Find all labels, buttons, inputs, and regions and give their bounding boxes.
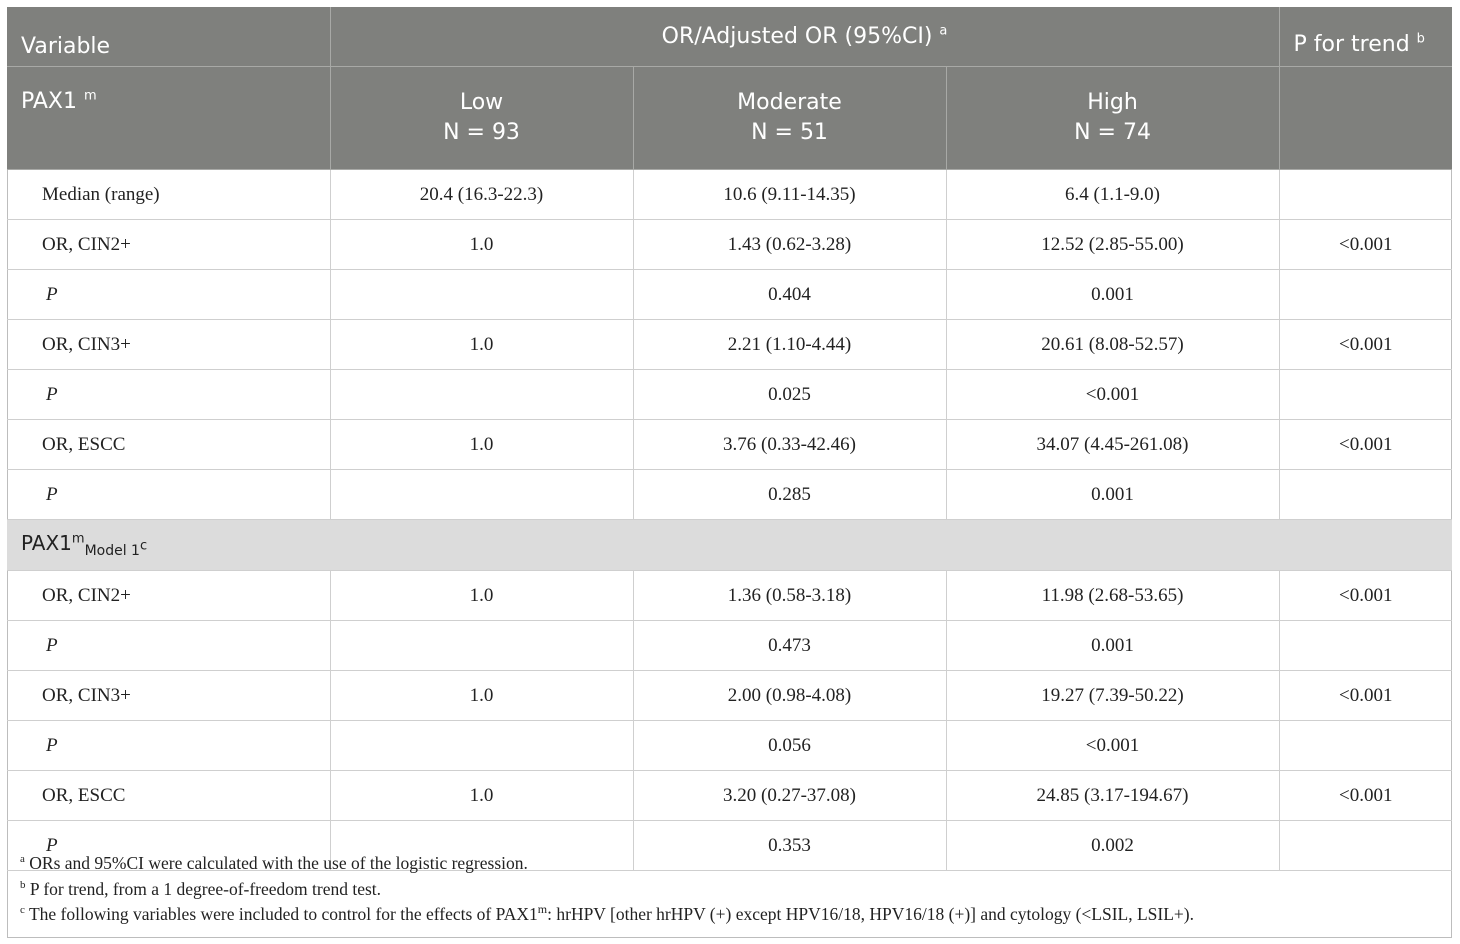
p-trend-cell	[1279, 621, 1452, 671]
moderate-cell: 3.20 (0.27-37.08)	[633, 771, 946, 821]
high-cell: 19.27 (7.39-50.22)	[946, 671, 1279, 721]
footnote-b: $^b$ P for trend, from a 1 degree-of-freedom trend test.	[20, 878, 382, 899]
high-cell: 12.52 (2.85-55.00)	[946, 220, 1279, 270]
high-cell: <0.001	[946, 370, 1279, 420]
moderate-cell: 3.76 (0.33-42.46)	[633, 420, 946, 470]
table-row	[7, 771, 1452, 821]
section-label: $PAX1^m_{Model 1^c}$	[7, 520, 1452, 571]
table-row	[7, 621, 1452, 671]
row-label-cell: OR, CIN3+	[7, 320, 330, 370]
moderate-cell: 0.056	[633, 721, 946, 771]
moderate-cell: 0.404	[633, 270, 946, 320]
low-cell	[330, 370, 633, 420]
row-label-cell: OR, ESCC	[7, 420, 330, 470]
low-cell: 1.0	[330, 220, 633, 270]
p-trend-cell	[1279, 370, 1452, 420]
p-trend-cell: <0.001	[1279, 571, 1452, 621]
header-group-low: Low N = 93	[330, 67, 633, 170]
table-row	[7, 270, 1452, 320]
high-cell: 11.98 (2.68-53.65)	[946, 571, 1279, 621]
high-cell: 0.001	[946, 621, 1279, 671]
moderate-cell: 10.6 (9.11-14.35)	[633, 170, 946, 220]
table-row	[7, 571, 1452, 621]
header-or-group: OR/Adjusted OR (95%CI) $^a$	[330, 7, 1279, 67]
row-label-cell: P	[7, 270, 330, 320]
table-section-model1	[7, 520, 1452, 571]
section-row	[7, 520, 1452, 571]
moderate-cell: 0.473	[633, 621, 946, 671]
header-row-1	[7, 7, 1452, 67]
low-cell: 1.0	[330, 320, 633, 370]
table-row	[7, 170, 1452, 220]
moderate-cell: 0.025	[633, 370, 946, 420]
table-row	[7, 671, 1452, 721]
high-cell: 0.002	[946, 821, 1279, 871]
low-cell: 1.0	[330, 671, 633, 721]
row-label-cell: OR, CIN2+	[7, 571, 330, 621]
p-trend-cell	[1279, 170, 1452, 220]
row-label-cell: OR, ESCC	[7, 771, 330, 821]
table-row	[7, 370, 1452, 420]
p-trend-cell: <0.001	[1279, 420, 1452, 470]
header-pax1: PAX1 $^m$	[7, 67, 330, 170]
low-cell: 1.0	[330, 420, 633, 470]
p-trend-cell: <0.001	[1279, 771, 1452, 821]
p-trend-cell	[1279, 470, 1452, 520]
moderate-cell: 1.36 (0.58-3.18)	[633, 571, 946, 621]
moderate-cell: 2.00 (0.98-4.08)	[633, 671, 946, 721]
high-cell: 6.4 (1.1-9.0)	[946, 170, 1279, 220]
table-row	[7, 220, 1452, 270]
table-row	[7, 470, 1452, 520]
row-label-cell: P	[7, 470, 330, 520]
high-cell: 20.61 (8.08-52.57)	[946, 320, 1279, 370]
footnotes	[20, 851, 1440, 928]
table-row	[7, 320, 1452, 370]
row-label-cell: P	[7, 821, 330, 871]
moderate-cell: 2.21 (1.10-4.44)	[633, 320, 946, 370]
p-trend-cell	[1279, 270, 1452, 320]
low-cell	[330, 621, 633, 671]
footnote-c: $^c$ The following variables were included to control for the effects of PAX1$^m$: hrHPV [other hrHPV (+) except HPV16/18, HPV16/18 (+)] and cytology (<LSIL, LSIL+).	[20, 902, 1195, 924]
header-variable: Variable	[7, 7, 330, 67]
moderate-cell: 0.285	[633, 470, 946, 520]
p-trend-cell	[1279, 721, 1452, 771]
table-row	[7, 420, 1452, 470]
high-cell: 24.85 (3.17-194.67)	[946, 771, 1279, 821]
table-row	[7, 721, 1452, 771]
high-cell: 0.001	[946, 270, 1279, 320]
results-table	[7, 7, 1452, 871]
p-trend-cell: <0.001	[1279, 320, 1452, 370]
high-cell: 0.001	[946, 470, 1279, 520]
table-body-unadjusted	[7, 170, 1452, 520]
row-label-cell: P	[7, 370, 330, 420]
header-group-high: High N = 74	[946, 67, 1279, 170]
table-body-model1	[7, 571, 1452, 871]
high-cell: <0.001	[946, 721, 1279, 771]
row-label-cell: Median (range)	[7, 170, 330, 220]
moderate-cell: 0.353	[633, 821, 946, 871]
low-cell	[330, 470, 633, 520]
low-cell: 1.0	[330, 571, 633, 621]
low-cell: 20.4 (16.3-22.3)	[330, 170, 633, 220]
footnote-a: $^a$ ORs and 95%CI were calculated with the use of the logistic regression.	[20, 853, 528, 873]
low-cell	[330, 721, 633, 771]
row-label-cell: P	[7, 621, 330, 671]
header-row-2	[7, 67, 1452, 170]
row-label-cell: OR, CIN2+	[7, 220, 330, 270]
row-label-cell: OR, CIN3+	[7, 671, 330, 721]
header-group-moderate: Moderate N = 51	[633, 67, 946, 170]
low-cell: 1.0	[330, 771, 633, 821]
row-label-cell: P	[7, 721, 330, 771]
high-cell: 34.07 (4.45-261.08)	[946, 420, 1279, 470]
moderate-cell: 1.43 (0.62-3.28)	[633, 220, 946, 270]
header-p-trend: P for trend $^b$	[1279, 7, 1452, 67]
p-trend-cell: <0.001	[1279, 671, 1452, 721]
header-empty-cell	[1279, 67, 1452, 170]
low-cell	[330, 270, 633, 320]
p-trend-cell: <0.001	[1279, 220, 1452, 270]
